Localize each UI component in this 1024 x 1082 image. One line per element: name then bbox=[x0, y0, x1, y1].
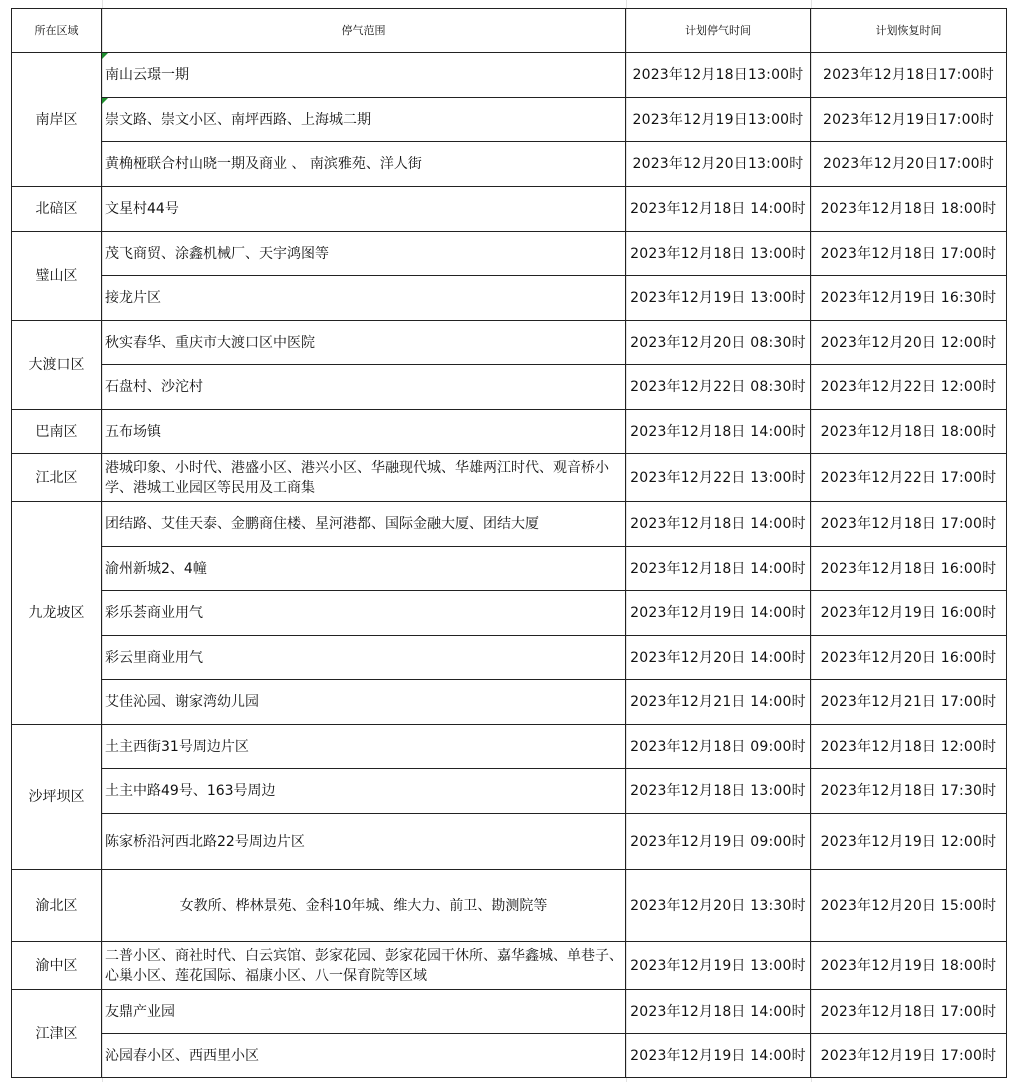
table-row bbox=[12, 1034, 1007, 1078]
scope-cell[interactable]: 文星村44号 bbox=[102, 187, 626, 232]
table-row bbox=[12, 814, 1007, 870]
resume-time-cell[interactable]: 2023年12月18日 18:00时 bbox=[811, 410, 1007, 454]
district-cell[interactable]: 江北区 bbox=[12, 454, 102, 502]
scope-cell[interactable]: 黄桷桠联合村山晓一期及商业 、 南滨雅苑、洋人街 bbox=[102, 142, 626, 187]
resume-time-cell[interactable]: 2023年12月19日 18:00时 bbox=[811, 942, 1007, 990]
resume-time-cell[interactable]: 2023年12月18日17:00时 bbox=[811, 53, 1007, 98]
table-row bbox=[12, 547, 1007, 591]
district-cell[interactable]: 巴南区 bbox=[12, 410, 102, 454]
stop-time-cell[interactable]: 2023年12月20日 08:30时 bbox=[626, 321, 811, 365]
scope-cell[interactable]: 接龙片区 bbox=[102, 276, 626, 321]
district-cell[interactable]: 大渡口区 bbox=[12, 321, 102, 410]
table-row bbox=[12, 53, 1007, 98]
district-cell[interactable]: 沙坪坝区 bbox=[12, 725, 102, 870]
district-cell[interactable]: 南岸区 bbox=[12, 53, 102, 187]
stop-time-cell[interactable]: 2023年12月18日13:00时 bbox=[626, 53, 811, 98]
table-row bbox=[12, 142, 1007, 187]
header-stop-time[interactable]: 计划停气时间 bbox=[626, 9, 811, 53]
stop-time-cell[interactable]: 2023年12月19日13:00时 bbox=[626, 98, 811, 142]
resume-time-cell[interactable]: 2023年12月22日 12:00时 bbox=[811, 365, 1007, 410]
scope-cell[interactable]: 陈家桥沿河西北路22号周边片区 bbox=[102, 814, 626, 870]
stop-time-cell[interactable]: 2023年12月20日13:00时 bbox=[626, 142, 811, 187]
table-row bbox=[12, 454, 1007, 502]
resume-time-cell[interactable]: 2023年12月21日 17:00时 bbox=[811, 680, 1007, 725]
resume-time-cell[interactable]: 2023年12月19日 12:00时 bbox=[811, 814, 1007, 870]
stop-time-cell[interactable]: 2023年12月22日 08:30时 bbox=[626, 365, 811, 410]
scope-cell[interactable]: 港城印象、小时代、港盛小区、港兴小区、华融现代城、华雄两江时代、观音桥小学、港城工业园区等民用及工商集 bbox=[102, 454, 626, 502]
table-row bbox=[12, 502, 1007, 547]
stop-time-cell[interactable]: 2023年12月18日 09:00时 bbox=[626, 725, 811, 769]
scope-cell[interactable]: 石盘村、沙沱村 bbox=[102, 365, 626, 410]
scope-cell[interactable] bbox=[102, 53, 626, 98]
scope-cell[interactable]: 五布场镇 bbox=[102, 410, 626, 454]
table-row bbox=[12, 769, 1007, 814]
scope-text: 崇文路、崇文小区、南坪西路、上海城二期 bbox=[105, 111, 371, 128]
header-resume-time[interactable]: 计划恢复时间 bbox=[811, 9, 1007, 53]
header-row bbox=[12, 9, 1007, 53]
resume-time-cell[interactable]: 2023年12月22日 17:00时 bbox=[811, 454, 1007, 502]
table-row bbox=[12, 725, 1007, 769]
stop-time-cell[interactable]: 2023年12月19日 09:00时 bbox=[626, 814, 811, 870]
scope-cell[interactable] bbox=[102, 98, 626, 142]
district-cell[interactable]: 璧山区 bbox=[12, 232, 102, 321]
stop-time-cell[interactable]: 2023年12月18日 14:00时 bbox=[626, 502, 811, 547]
table-row bbox=[12, 870, 1007, 942]
resume-time-cell[interactable]: 2023年12月18日 16:00时 bbox=[811, 547, 1007, 591]
stop-time-cell[interactable]: 2023年12月19日 14:00时 bbox=[626, 1034, 811, 1078]
resume-time-cell[interactable]: 2023年12月18日 17:00时 bbox=[811, 990, 1007, 1034]
district-cell[interactable]: 渝北区 bbox=[12, 870, 102, 942]
district-cell[interactable]: 渝中区 bbox=[12, 942, 102, 990]
scope-cell[interactable]: 沁园春小区、西西里小区 bbox=[102, 1034, 626, 1078]
stop-time-cell[interactable]: 2023年12月18日 13:00时 bbox=[626, 232, 811, 276]
resume-time-cell[interactable]: 2023年12月18日 17:00时 bbox=[811, 502, 1007, 547]
table-row bbox=[12, 990, 1007, 1034]
district-cell[interactable]: 北碚区 bbox=[12, 187, 102, 232]
stop-time-cell[interactable]: 2023年12月19日 13:00时 bbox=[626, 276, 811, 321]
table-row bbox=[12, 591, 1007, 636]
table-row bbox=[12, 680, 1007, 725]
table-row bbox=[12, 187, 1007, 232]
table-row bbox=[12, 98, 1007, 142]
stop-time-cell[interactable]: 2023年12月22日 13:00时 bbox=[626, 454, 811, 502]
resume-time-cell[interactable]: 2023年12月20日 16:00时 bbox=[811, 636, 1007, 680]
scope-cell[interactable]: 茂飞商贸、涂鑫机械厂、天宇鸿图等 bbox=[102, 232, 626, 276]
resume-time-cell[interactable]: 2023年12月18日 12:00时 bbox=[811, 725, 1007, 769]
stop-time-cell[interactable]: 2023年12月18日 14:00时 bbox=[626, 990, 811, 1034]
stop-time-cell[interactable]: 2023年12月18日 14:00时 bbox=[626, 547, 811, 591]
table-row bbox=[12, 232, 1007, 276]
stop-time-cell[interactable]: 2023年12月18日 14:00时 bbox=[626, 187, 811, 232]
resume-time-cell[interactable]: 2023年12月19日17:00时 bbox=[811, 98, 1007, 142]
resume-time-cell[interactable]: 2023年12月18日 17:30时 bbox=[811, 769, 1007, 814]
scope-cell[interactable]: 彩云里商业用气 bbox=[102, 636, 626, 680]
stop-time-cell[interactable]: 2023年12月18日 14:00时 bbox=[626, 410, 811, 454]
resume-time-cell[interactable]: 2023年12月18日 18:00时 bbox=[811, 187, 1007, 232]
header-scope[interactable]: 停气范围 bbox=[102, 9, 626, 53]
stop-time-cell[interactable]: 2023年12月19日 13:00时 bbox=[626, 942, 811, 990]
scope-cell[interactable]: 渝州新城2、4幢 bbox=[102, 547, 626, 591]
scope-cell[interactable]: 彩乐荟商业用气 bbox=[102, 591, 626, 636]
stop-time-cell[interactable]: 2023年12月21日 14:00时 bbox=[626, 680, 811, 725]
comment-marker-icon bbox=[102, 53, 108, 59]
scope-text: 南山云璟一期 bbox=[105, 67, 189, 83]
table-row bbox=[12, 365, 1007, 410]
gas-outage-table bbox=[11, 8, 1007, 1078]
scope-cell[interactable]: 土主西街31号周边片区 bbox=[102, 725, 626, 769]
resume-time-cell[interactable]: 2023年12月19日 16:30时 bbox=[811, 276, 1007, 321]
header-district[interactable]: 所在区域 bbox=[12, 9, 102, 53]
resume-time-cell[interactable]: 2023年12月19日 16:00时 bbox=[811, 591, 1007, 636]
resume-time-cell[interactable]: 2023年12月19日 17:00时 bbox=[811, 1034, 1007, 1078]
scope-cell[interactable]: 友鼎产业园 bbox=[102, 990, 626, 1034]
scope-cell[interactable]: 二普小区、商社时代、白云宾馆、彭家花园、彭家花园干休所、嘉华鑫城、单巷子、心巢小区、莲花国际、福康小区、八一保育院等区域 bbox=[102, 942, 626, 990]
resume-time-cell[interactable]: 2023年12月18日 17:00时 bbox=[811, 232, 1007, 276]
scope-cell[interactable]: 土主中路49号、163号周边 bbox=[102, 769, 626, 814]
scope-cell[interactable]: 艾佳沁园、谢家湾幼儿园 bbox=[102, 680, 626, 725]
resume-time-cell[interactable]: 2023年12月20日17:00时 bbox=[811, 142, 1007, 187]
resume-time-cell[interactable]: 2023年12月20日 12:00时 bbox=[811, 321, 1007, 365]
table-row bbox=[12, 276, 1007, 321]
stop-time-cell[interactable]: 2023年12月19日 14:00时 bbox=[626, 591, 811, 636]
stop-time-cell[interactable]: 2023年12月18日 13:00时 bbox=[626, 769, 811, 814]
comment-marker-icon bbox=[102, 98, 108, 104]
stop-time-cell[interactable]: 2023年12月20日 14:00时 bbox=[626, 636, 811, 680]
resume-time-cell[interactable]: 2023年12月20日 15:00时 bbox=[811, 870, 1007, 942]
table-row bbox=[12, 410, 1007, 454]
scope-cell[interactable]: 秋实春华、重庆市大渡口区中医院 bbox=[102, 321, 626, 365]
table-row bbox=[12, 321, 1007, 365]
district-cell[interactable]: 九龙坡区 bbox=[12, 502, 102, 725]
scope-cell[interactable]: 女教所、桦林景苑、金科10年城、维大力、前卫、勘测院等 bbox=[102, 870, 626, 942]
stop-time-cell[interactable]: 2023年12月20日 13:30时 bbox=[626, 870, 811, 942]
table-row bbox=[12, 636, 1007, 680]
table-row bbox=[12, 942, 1007, 990]
district-cell[interactable]: 江津区 bbox=[12, 990, 102, 1078]
scope-cell[interactable]: 团结路、艾佳天泰、金鹏商住楼、星河港都、国际金融大厦、团结大厦 bbox=[102, 502, 626, 547]
